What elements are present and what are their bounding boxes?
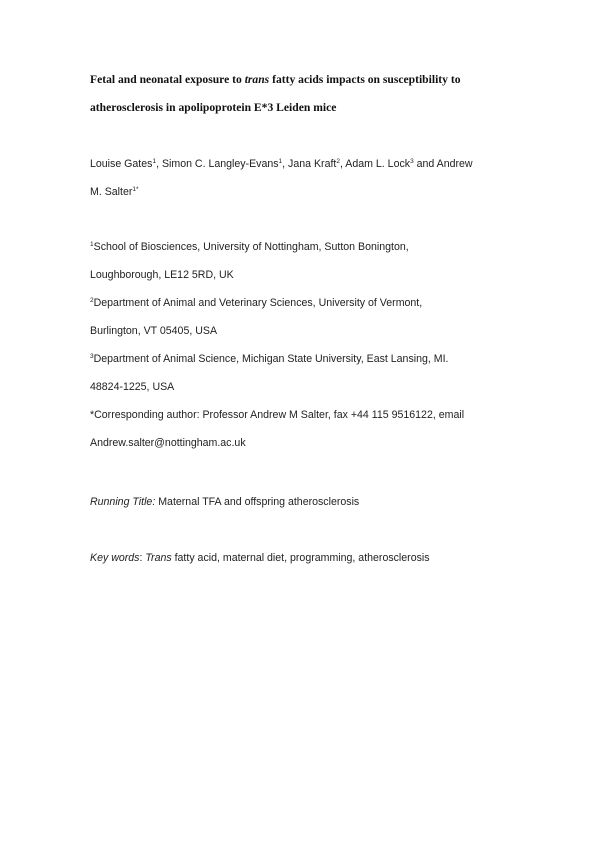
keywords-label: Key words [90, 552, 140, 564]
keywords-colon: : [139, 552, 146, 564]
title-line-1 [90, 66, 530, 94]
running-title [90, 488, 520, 516]
author-lock: , Adam L. Lock [339, 158, 411, 170]
affiliation-3-marker: 3 [90, 353, 94, 360]
author-langley-evans: , Simon C. Langley-Evans [156, 158, 279, 170]
authors-line-2 [90, 178, 520, 206]
affiliation-1-line-1 [90, 233, 520, 261]
affiliations [90, 233, 520, 457]
corresponding-author-text: Corresponding author: Professor Andrew M Salter, fax +44 115 9516122, email [94, 409, 465, 421]
author-gates-affil: 1 [152, 158, 157, 165]
keywords-text: fatty acid, maternal diet, programming, atherosclerosis [171, 552, 430, 564]
title-part-2: fatty acids impacts on susceptibility to [269, 73, 461, 86]
author-lock-affil: 3 [410, 158, 414, 165]
affiliation-1-line-2: Loughborough, LE12 5RD, UK [90, 269, 234, 281]
affiliation-2-marker: 2 [90, 297, 94, 304]
running-title-line [90, 488, 520, 516]
affiliation-1-text: School of Biosciences, University of Nottingham, Sutton Bonington, [93, 241, 409, 253]
affiliation-2-text: Department of Animal and Veterinary Sciences, University of Vermont, [93, 297, 423, 309]
affiliation-3-text: Department of Animal Science, Michigan State University, East Lansing, MI. [93, 353, 449, 365]
keywords [90, 544, 520, 572]
affiliation-2-line-1 [90, 289, 520, 317]
keywords-line [90, 544, 520, 572]
affiliation-2-line-2: Burlington, VT 05405, USA [90, 325, 218, 337]
affiliation-3-line-2: 48824-1225, USA [90, 381, 175, 393]
author-salter-affil: 1* [132, 186, 139, 193]
authors-line-1 [90, 150, 520, 178]
title-part-1: Fetal and neonatal exposure to [90, 73, 245, 86]
corresponding-author-line-1 [90, 401, 520, 429]
title-line-2: atherosclerosis in apolipoprotein E*3 Leiden mice [90, 101, 337, 114]
running-title-label: Running Title: [90, 496, 156, 508]
paper-title [90, 66, 530, 122]
keywords-trans: Trans [145, 552, 172, 564]
affiliation-3-line-1 [90, 345, 520, 373]
author-salter-first: and Andrew [413, 158, 473, 170]
title-trans-italic: trans [244, 73, 270, 86]
author-list [90, 150, 520, 206]
author-kraft: , Jana Kraft [282, 158, 337, 170]
corresponding-author-email: Andrew.salter@nottingham.ac.uk [90, 437, 246, 449]
author-salter-last: M. Salter [90, 186, 133, 198]
author-kraft-affil: 2 [336, 158, 340, 165]
running-title-text: Maternal TFA and offspring atherosclerosis [155, 496, 360, 508]
author-langley-evans-affil: 1 [278, 158, 283, 165]
affiliation-1-marker: 1 [90, 241, 94, 248]
author-gates: Louise Gates [90, 158, 153, 170]
corresponding-marker: * [90, 409, 95, 421]
